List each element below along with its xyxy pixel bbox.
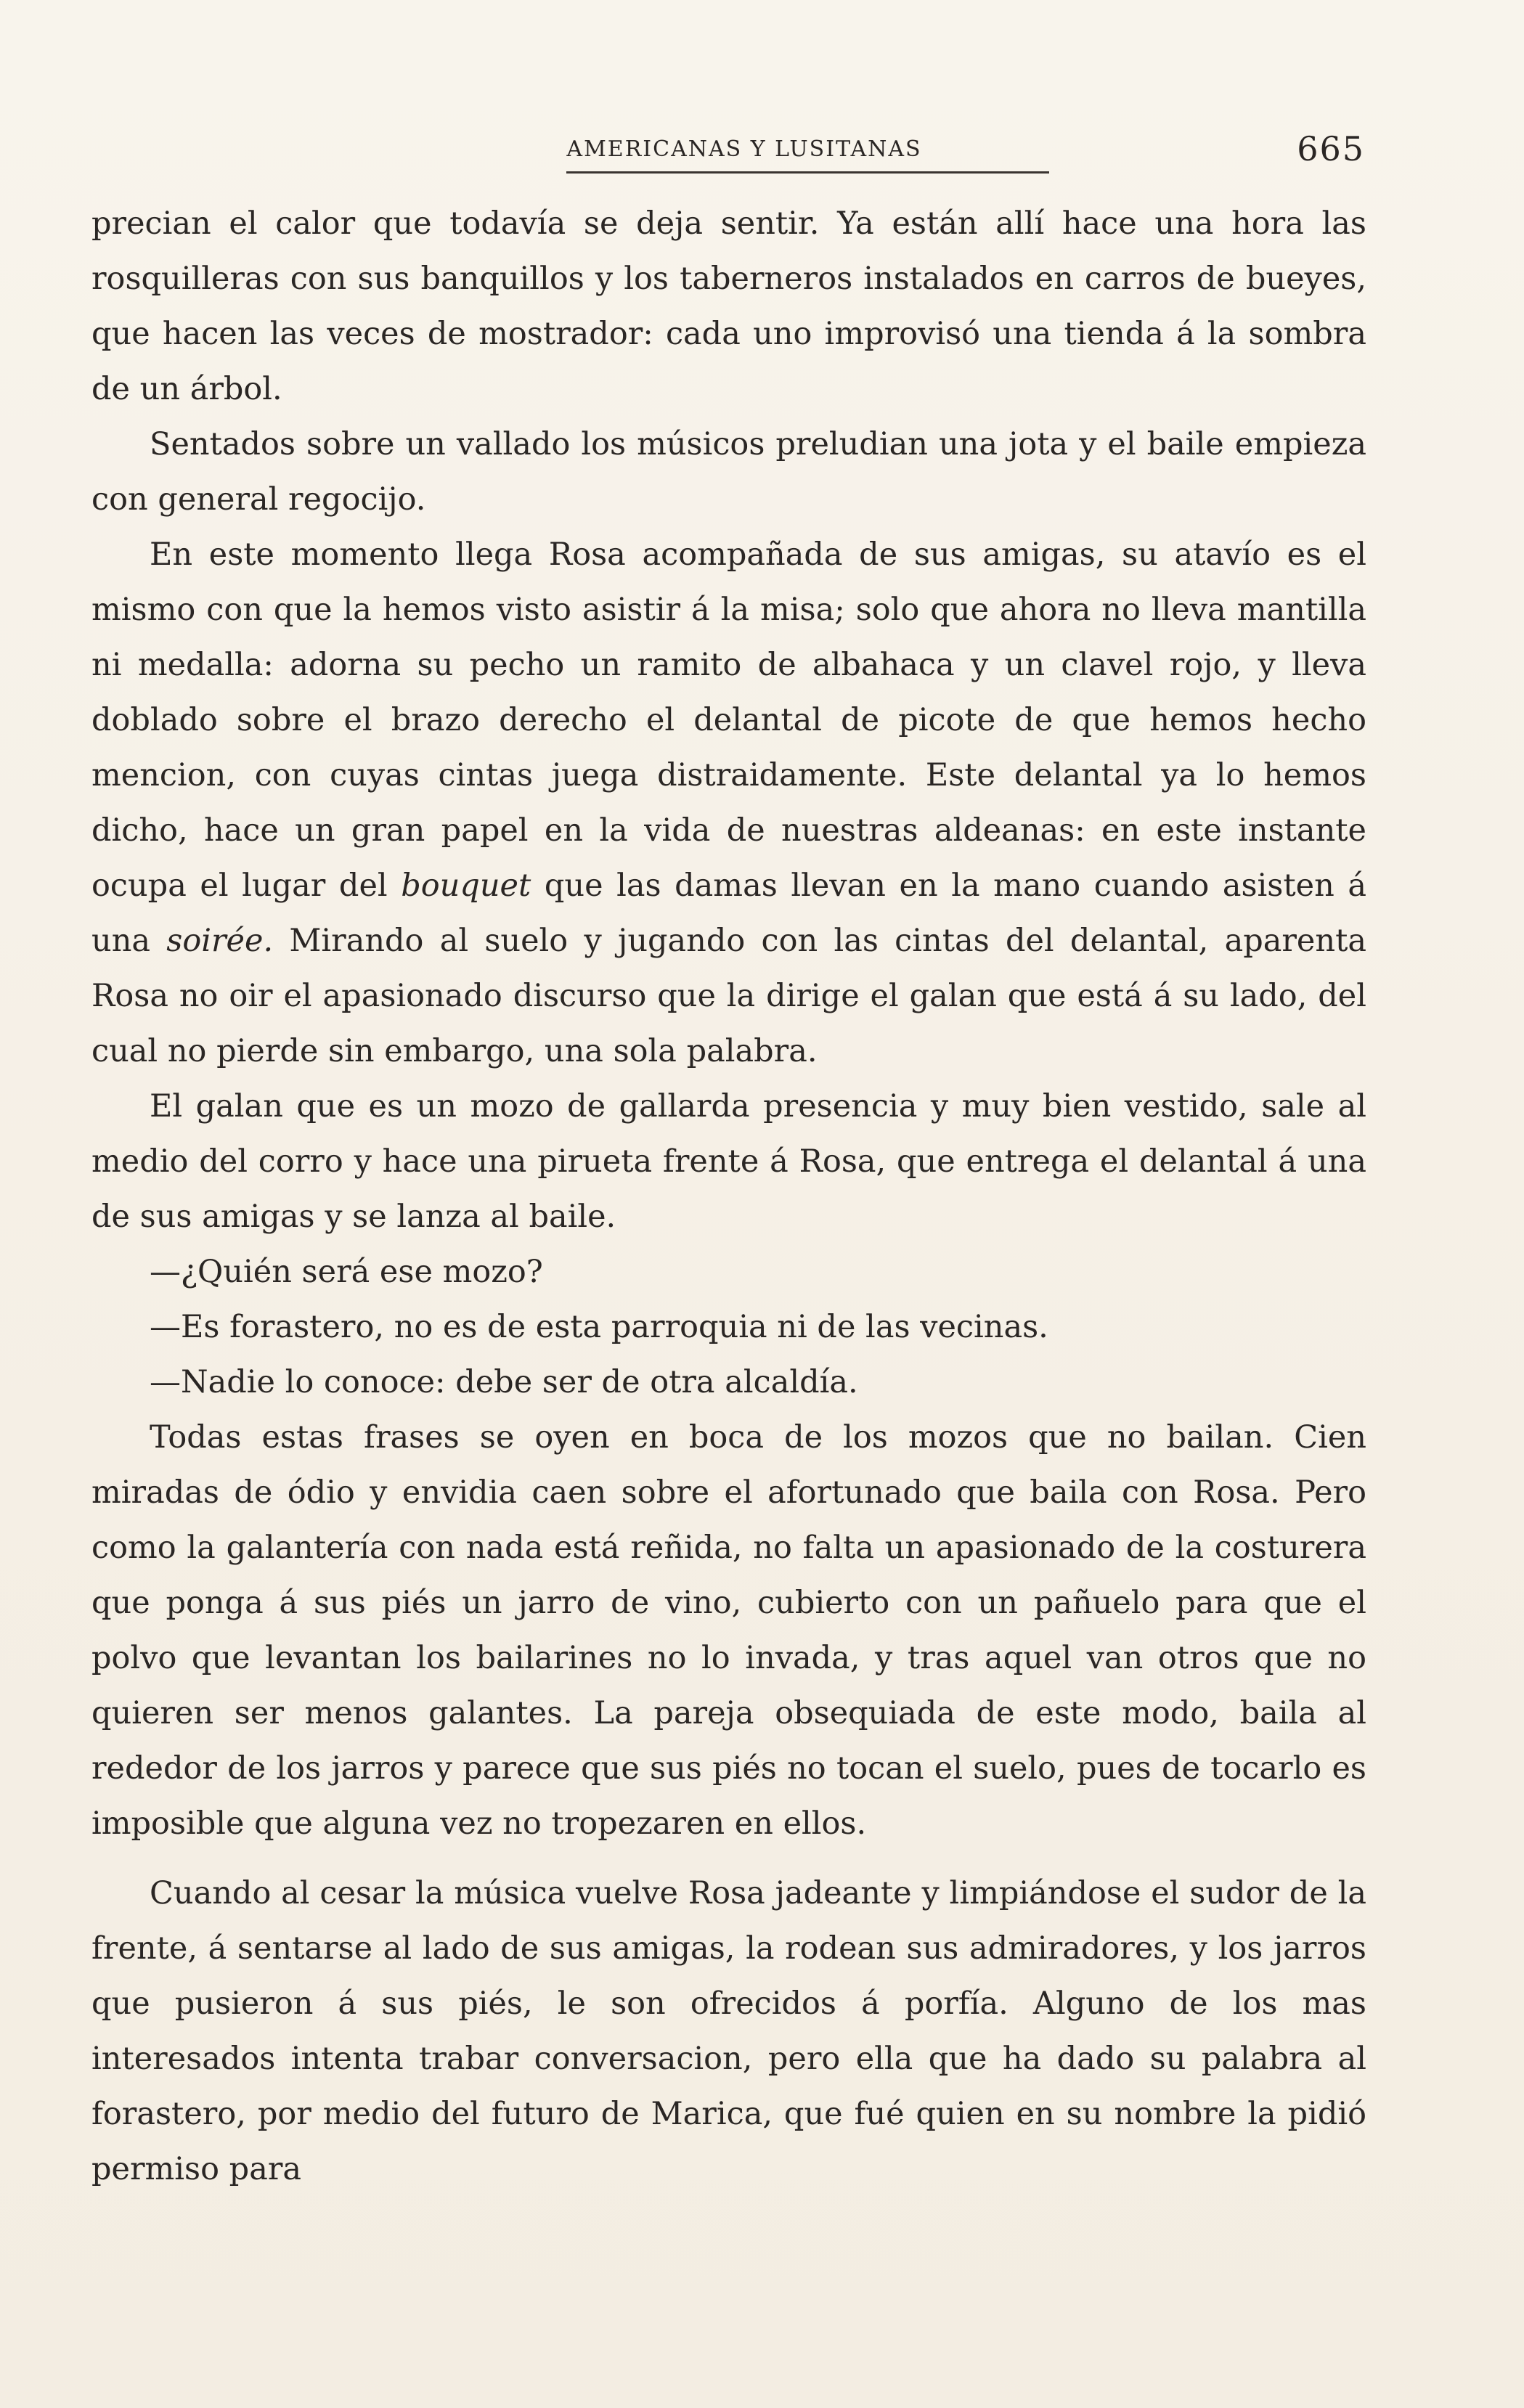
italic-term: soirée. (166, 923, 274, 959)
paragraph: El galan que es un mozo de gallarda presencia y muy bien vestido, sale al medio del corro y hace una pirueta frente á Rosa, que entrega el delantal á una de sus amigas y se lanza al baile. (91, 1088, 1366, 1235)
page-number: 665 (1297, 129, 1365, 168)
paragraph-text: que las damas llevan en la mano cuando asisten á una (91, 868, 1366, 959)
paragraph (91, 527, 1366, 1079)
dialogue-line: —¿Quién será ese mozo? (150, 1254, 543, 1290)
paragraph: Todas estas frases se oyen en boca de los mozos que no bailan. Cien miradas de ódio y envidia caen sobre el afortunado que baila con Rosa. Pero como la galantería con nada está reñida, no falta un apasionado de la costurera que ponga á sus piés un jarro de vino, cubierto con un pañuelo para que el polvo que levantan los bailarines no lo invada, y tras aquel van otros que no quieren ser menos galantes. La pareja obsequiada de este modo, baila al rededor de los jarros y parece que sus piés no tocan el suelo, pues de tocarlo es imposible que alguna vez no tropezaren en ellos. (91, 1419, 1366, 1842)
page-header (87, 122, 1365, 173)
dialogue-line: —Es forastero, no es de esta parroquia ni de las vecinas. (150, 1309, 1048, 1345)
dialogue-line: —Nadie lo conoce: debe ser de otra alcaldía. (150, 1364, 858, 1400)
running-title: AMERICANAS Y LUSITANAS (566, 136, 922, 162)
body-text (91, 196, 1366, 2197)
italic-term: bouquet (401, 868, 531, 904)
paragraph-text: Mirando al suelo y jugando con las cintas del delantal, aparenta Rosa no oir el apasionado discurso que la dirige el galan que está á su lado, del cual no pierde sin embargo, una sola palabra. (91, 923, 1366, 1069)
paragraph: precian el calor que todavía se deja sentir. Ya están allí hace una hora las rosquilleras con sus banquillos y los taberneros instalados en carros de bueyes, que hacen las veces de mostrador: cada uno improvisó una tienda á la sombra de un árbol. (91, 205, 1366, 407)
paragraph: Cuando al cesar la música vuelve Rosa jadeante y limpiándose el sudor de la frente, á sentarse al lado de sus amigas, la rodean sus admiradores, y los jarros que pusieron á sus piés, le son ofrecidos á porfía. Alguno de los mas interesados intenta trabar conversacion, pero ella que ha dado su palabra al forastero, por medio del futuro de Marica, que fué quien en su nombre la pidió permiso para (91, 1875, 1366, 2187)
paragraph: Sentados sobre un vallado los músicos preludian una jota y el baile empieza con general regocijo. (91, 426, 1366, 518)
header-rule (566, 171, 1049, 174)
paragraph-text: En este momento llega Rosa acompañada de sus amigas, su atavío es el mismo con que la hemos visto asistir á la misa; solo que ahora no lleva mantilla ni medalla: adorna su pecho un ramito de albahaca y un clavel rojo, y lleva doblado sobre el brazo derecho el delantal de picote de que hemos hecho mencion, con cuyas cintas juega distraidamente. Este delantal ya lo hemos dicho, hace un gran papel en la vida de nuestras aldeanas: en este instante ocupa el lugar del (91, 536, 1366, 904)
